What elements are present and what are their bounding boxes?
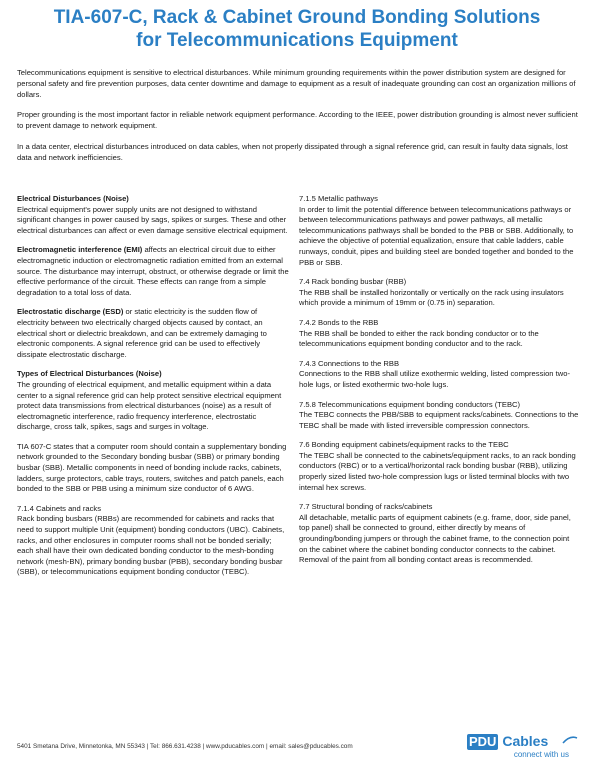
intro-paragraph: Proper grounding is the most important factor in reliable network equipment performance. According to the IEEE, power distribution grounding is almost never sufficient to prevent damage to network equipment. xyxy=(17,110,578,131)
section-body: The TEBC connects the PBB/SBB to equipment racks/cabinets. Connections to the TEBC shall be made with listed irreversible compression connectors. xyxy=(299,410,579,430)
page-title xyxy=(0,6,594,52)
right-column xyxy=(299,194,579,575)
section-term: Electromagnetic interference (EMI) xyxy=(17,245,143,255)
section-title: 7.5.8 Telecommunications equipment bonding conductors (TEBC) xyxy=(299,399,521,409)
section-metallic-pathways xyxy=(299,194,579,268)
section-body: All detachable, metallic parts of equipment cabinets (e.g. frame, door, side panel, top panel) shall be connected to ground, either directly by means of grounding/bonding jumpers or through the cabinet frame, to the connection point on the cabinet where the cabinet bonding conductor connects to the cabinet. Removal of the paint from all bonding contact areas is recommended. xyxy=(299,512,571,565)
section-title: 7.4.2 Bonds to the RBB xyxy=(299,317,379,327)
left-column xyxy=(17,194,289,587)
section-body: The RBB shall be bonded to either the rack bonding conductor or to the telecommunications equipment bonding conductor and to the rack. xyxy=(299,328,539,349)
section-body: Rack bonding busbars (RBBs) are recommended for cabinets and racks that need to support multiple Unit (equipment) bonding conductors (UBC). Cabinets, racks, and other enclosures in computer rooms shall not be bonded serially; each shall have their own dedicated bonding conductor to the mesh-bonding network (mesh-BN), primary bonding busbar (PBB), secondary bonding busbar (SBB), or telecommunications equipment bonding conductor (TEBC). xyxy=(17,514,285,577)
section-bonds-to-rbb xyxy=(299,318,579,350)
section-body: In order to limit the potential difference between telecommunications pathways or between telecommunications pathways and power pathways, all metallic telecommunications pathways shall be bonded to the PBB or SBB. Additionally, to achieve the objective of potential equalization, ensure that cable ladders, cable runways, conduit, pipes and building steel are bonded together and bonded to the PBB or SBB. xyxy=(299,204,574,267)
title-line-1: TIA-607-C, Rack & Cabinet Ground Bonding Solutions xyxy=(53,7,541,28)
section-cabinets-and-racks xyxy=(17,504,289,578)
section-title: 7.6 Bonding equipment cabinets/equipment racks to the TEBC xyxy=(299,440,509,450)
intro-paragraph: In a data center, electrical disturbances introduced on data cables, when not properly dissipated through a signal reference grid, can result in faulty data signals, lost data and network inefficiencies. xyxy=(17,141,568,162)
section-title: Electrical Disturbances (Noise) xyxy=(17,194,129,203)
title-line-2: for Telecommunications Equipment xyxy=(136,30,458,51)
section-body: Connections to the RBB shall utilize exothermic welding, listed compression two-hole lugs, or listed exothermic two-hole lugs. xyxy=(299,369,570,389)
section-tebc xyxy=(299,400,579,432)
section-title: 7.4 Rack bonding busbar (RBB) xyxy=(299,277,407,287)
section-title: Types of Electrical Disturbances (Noise) xyxy=(17,369,162,379)
section-body: The RBB shall be installed horizontally or vertically on the rack using insulators which provide a minimum of 19mm or (0.75 in) separation. xyxy=(299,287,564,308)
section-structural-bonding xyxy=(299,502,579,566)
pducables-logo xyxy=(467,733,579,767)
section-body: The grounding of electrical equipment, and metallic equipment within a data center to a signal reference grid can help protect sensitive electrical equipment protect data transmissions from electrical disturbances (noise) as a result of electromagnetic interference, radio frequency interference, electrostatic discharge, cross talk, spikes, sags and surges in voltage. xyxy=(17,379,282,432)
section-title: 7.4.3 Connections to the RBB xyxy=(299,358,400,368)
logo-cables: Cables xyxy=(502,733,549,749)
section-connections-to-rbb xyxy=(299,359,579,391)
section-term: Electrostatic discharge (ESD) xyxy=(17,307,124,317)
section-electrical-disturbances xyxy=(17,194,289,236)
section-title: 7.1.5 Metallic pathways xyxy=(299,194,378,203)
intro-paragraph: Telecommunications equipment is sensitive to electrical disturbances. While minimum grounding requirements within the power distribution system are designed for personal safety and fire prevention purposes, data center downtime and damage to equipment as a result of inadequate grounding can cost an organization millions of dollars. xyxy=(17,68,576,99)
section-body: affects an electrical circuit due to either electromagnetic induction or electromagnetic radiation emitted from an external source. The disturbance may interrupt, obstruct, or otherwise degrade or limit the effective performance of the circuit. These effects can range from a simple degradation to a total loss of data. xyxy=(17,245,289,297)
section-esd xyxy=(17,307,289,360)
section-body: Electrical equipment's power supply units are not designed to withstand significant changes in power caused by sags, spikes or surges. These and other electrical disturbances can affect or even damage sensitive electrical equipment. xyxy=(17,204,288,235)
section-emi xyxy=(17,245,289,298)
section-body: or static electricity is the sudden flow of electricity between two electrically charged objects caused by contact, an electrical short or dielectric breakdown, and can be extremely damaging to electronic components. A signal reference grid can be used to effectively dissipate electrostatic discharge. xyxy=(17,307,267,359)
section-body: TIA 607-C states that a computer room should contain a supplementary bonding network grounded to the Secondary bonding busbar (SBB) or primary bonding busbar (SBB). Metallic components in need of bonding include racks, cabinets, ladders, surge protectors, cable trays, routers, switches and patch panels, each bonded to the SBB or PBB using a minimum size conductor of 6 AWG. xyxy=(17,441,287,494)
section-rack-bonding-busbar xyxy=(299,277,579,309)
logo-swoosh-icon xyxy=(562,735,578,745)
logo-pdu: PDU xyxy=(469,734,497,749)
section-title: 7.7 Structural bonding of racks/cabinets xyxy=(299,502,433,512)
intro-section xyxy=(17,68,579,174)
footer-contact: 5401 Smetana Drive, Minnetonka, MN 55343 | Tel: 866.631.4238 | www.pducables.com | email: sales@pducables.com xyxy=(17,743,353,750)
section-tia-607c-statement xyxy=(17,442,289,495)
section-types-of-disturbances xyxy=(17,369,289,433)
logo-tagline: connect with us xyxy=(513,750,569,759)
section-title: 7.1.4 Cabinets and racks xyxy=(17,503,102,513)
section-body: The TEBC shall be connected to the cabinets/equipment racks, to an rack bonding conductors (RBC) or to a vertical/horizontal rack bonding busbar (RBB), utilizing properly sized listed two-hole compression lugs or listed terminal blocks with two internal hex screws. xyxy=(299,450,576,492)
section-bonding-cabinets-to-tebc xyxy=(299,440,579,493)
